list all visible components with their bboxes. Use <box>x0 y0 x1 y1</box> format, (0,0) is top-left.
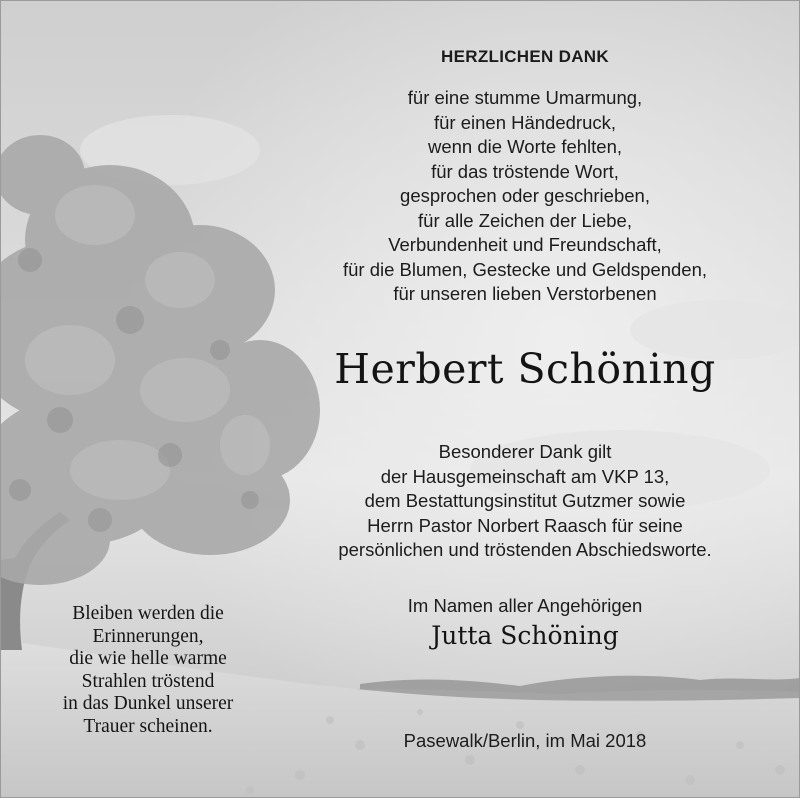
poem-line: für alle Zeichen der Liebe, <box>418 209 632 231</box>
poem-line: für die Blumen, Gestecke und Geldspenden, <box>342 258 708 280</box>
poem-line: für das tröstende Wort, <box>431 160 619 182</box>
poem-line: wenn die Worte fehlten, <box>427 136 623 157</box>
verse-line: Erinnerungen, <box>92 625 204 647</box>
poem-line: für eine stumme Umarmung, <box>407 87 643 108</box>
poem-line: gesprochen oder geschrieben, <box>400 185 650 206</box>
special-thanks <box>265 440 785 563</box>
on-behalf-text: Im Namen aller Angehörigen <box>407 595 643 616</box>
thanks-line: persönlichen und tröstenden Abschiedsworte. <box>338 539 712 561</box>
verse-line: Strahlen tröstend <box>81 670 215 692</box>
place-date: Pasewalk/Berlin, im Mai 2018 <box>403 730 647 751</box>
thanks-line: der Hausgemeinschaft am VKP 13, <box>380 465 670 487</box>
thanks-line: Besonderer Dank gilt <box>438 441 612 462</box>
poem-line: Verbundenheit und Freundschaft, <box>388 234 662 255</box>
verse-line: in das Dunkel unserer <box>62 693 234 714</box>
thanks-line: Herrn Pastor Norbert Raasch für seine <box>367 514 683 536</box>
signature-name: Jutta Schöning <box>431 621 619 650</box>
poem-line: für einen Händedruck, <box>433 111 617 133</box>
gratitude-poem <box>265 86 785 307</box>
poem-line: für unseren lieben Verstorbenen <box>393 283 657 304</box>
verse-line: die wie helle warme <box>69 648 227 669</box>
verse-line: Bleiben werden die <box>72 603 224 624</box>
deceased-name: Herbert Schöning <box>334 345 716 393</box>
memorial-verse <box>18 603 278 738</box>
thanks-line: dem Bestattungsinstitut Gutzmer sowie <box>364 490 686 512</box>
heading: HERZLICHEN DANK <box>441 47 609 66</box>
verse-line: Trauer scheinen. <box>83 715 213 737</box>
